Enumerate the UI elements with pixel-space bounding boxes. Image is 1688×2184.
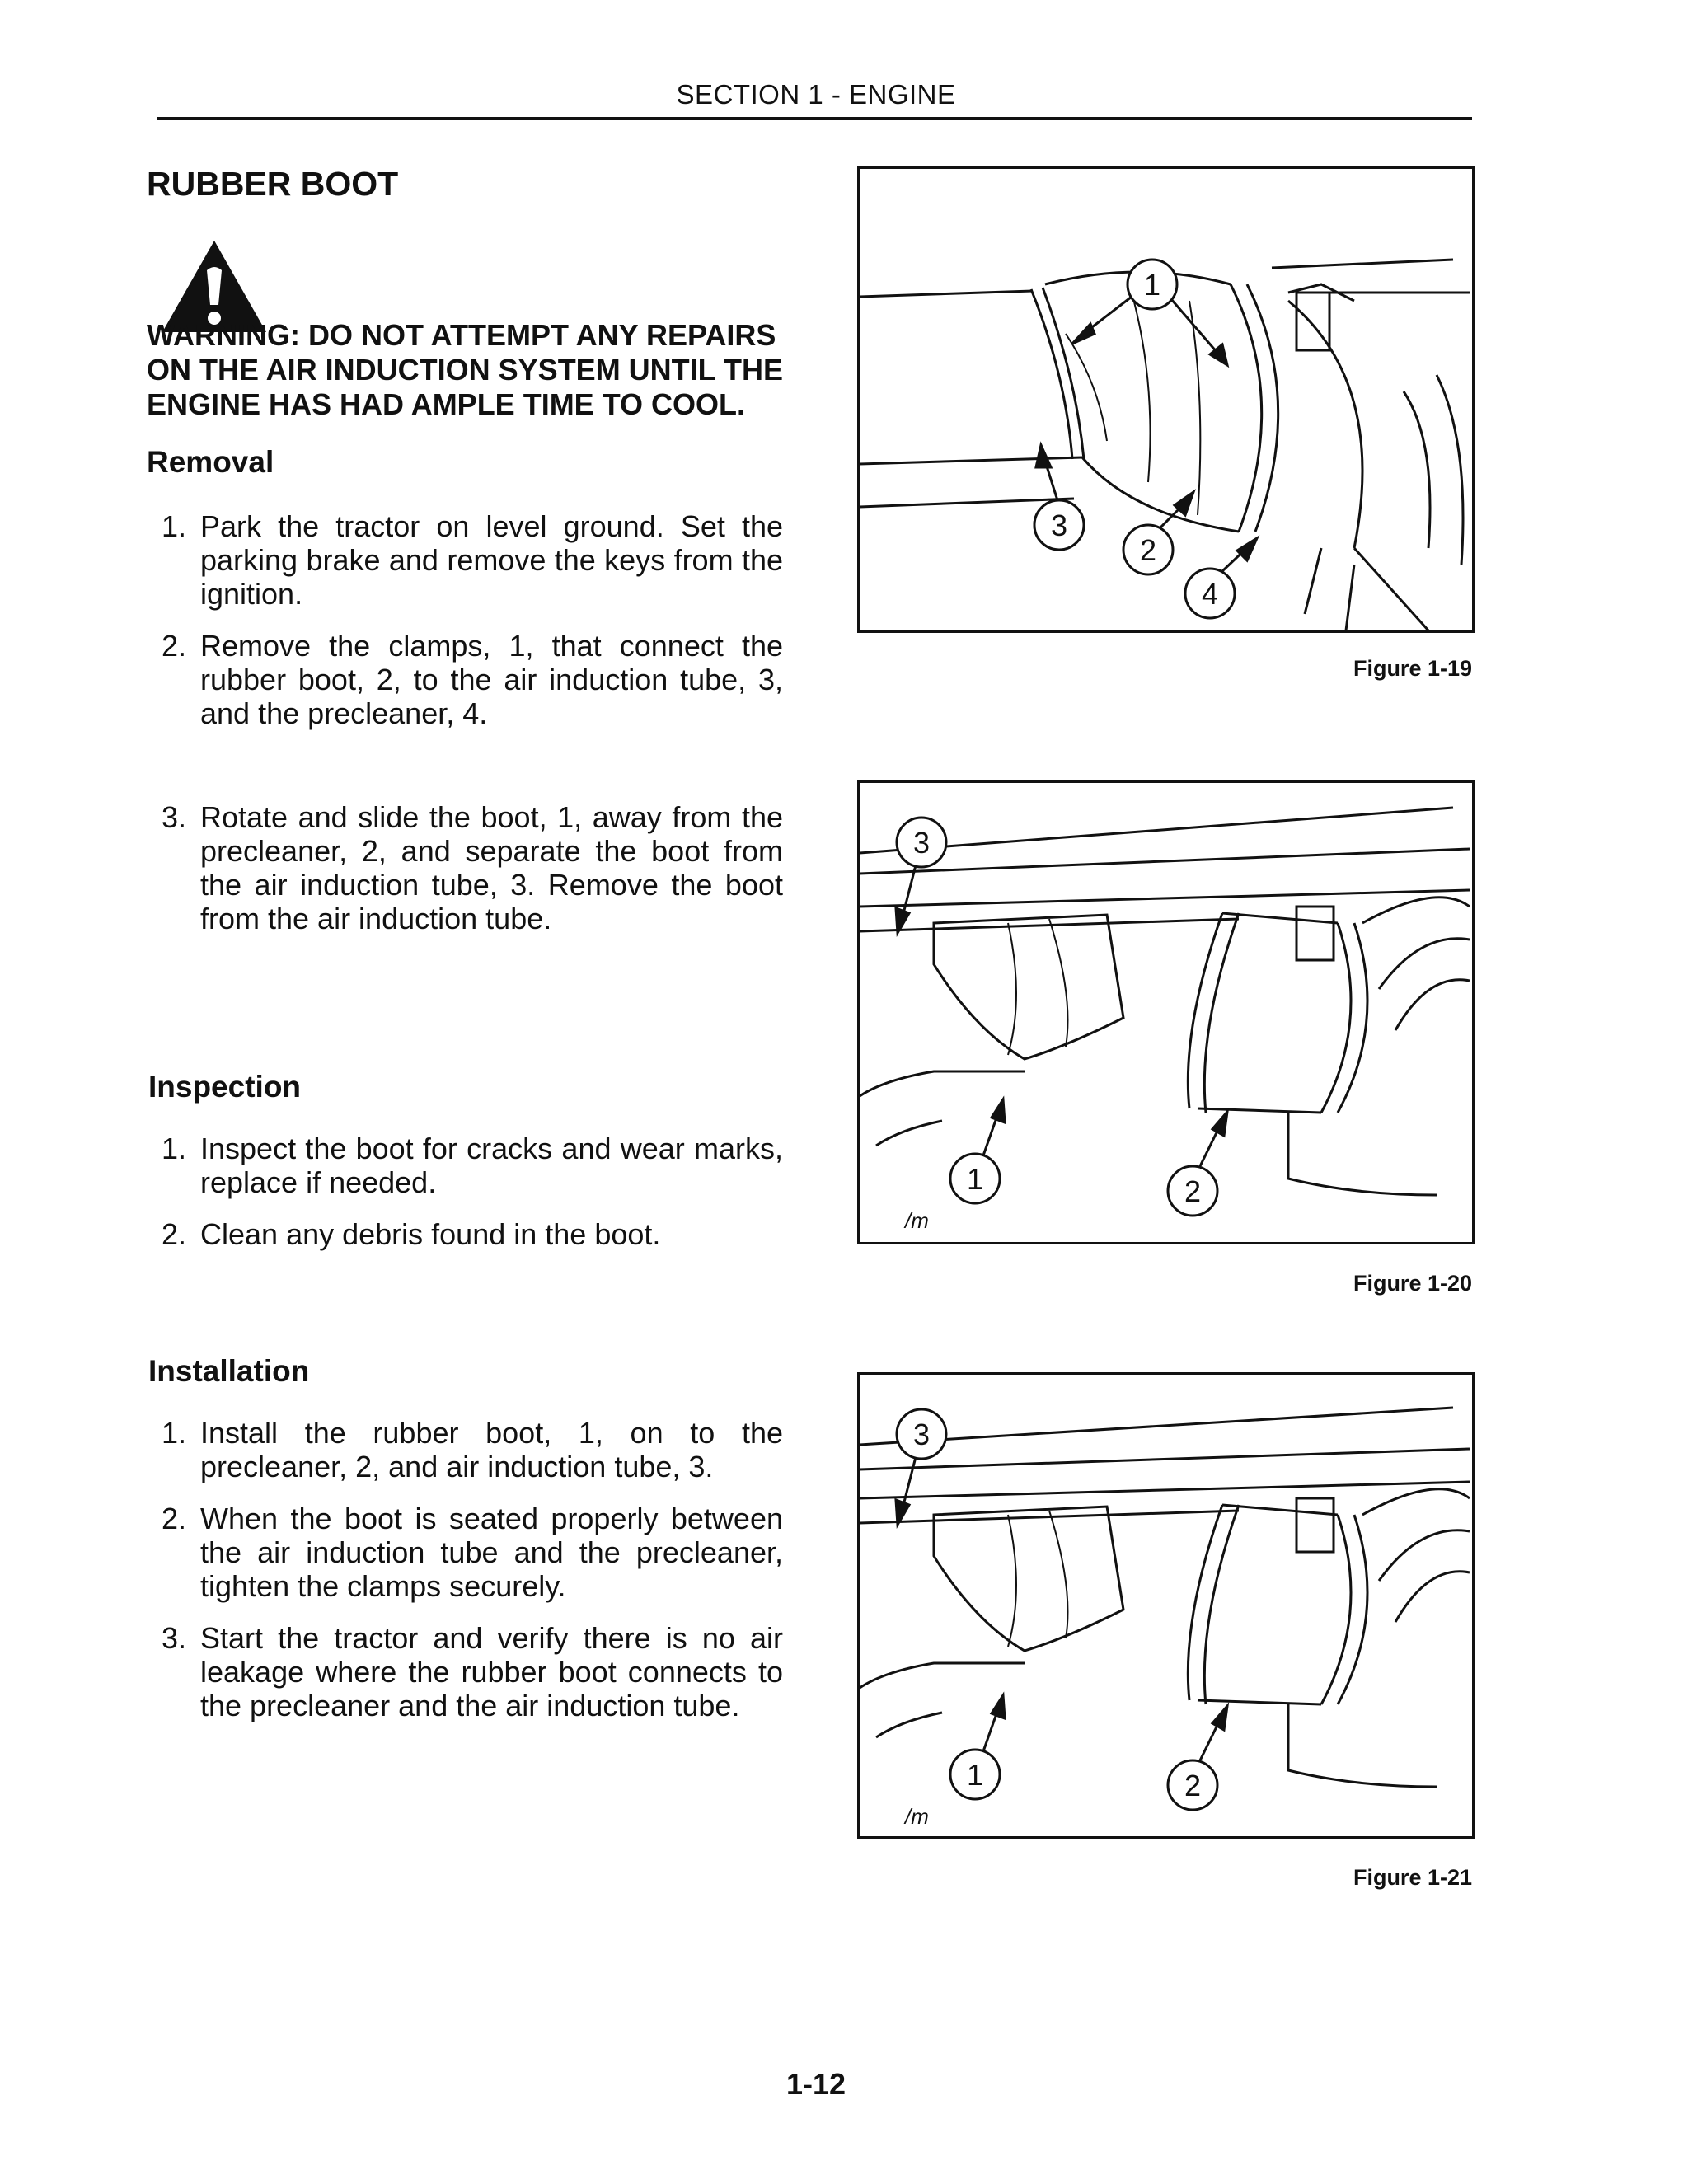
figure-caption: Figure 1-21	[1353, 1865, 1472, 1890]
page-number: 1-12	[785, 2067, 846, 2101]
removal-steps	[162, 509, 783, 748]
callout-label: 2	[1184, 1174, 1202, 1208]
callout-label: 4	[1201, 577, 1219, 611]
list-item: 1. Install the rubber boot, 1, on to the precleaner, 2, and air induction tube, 3.	[162, 1416, 783, 1483]
inspection-heading: Inspection	[148, 1070, 302, 1104]
removal-heading: Removal	[147, 445, 274, 479]
list-item: 2. When the boot is seated properly between the air induction tube and the precleaner, tighten the clamps securely.	[162, 1502, 783, 1603]
installation-heading: Installation	[148, 1354, 310, 1388]
section-header: SECTION 1 - ENGINE	[676, 79, 956, 110]
figure-caption: Figure 1-19	[1353, 656, 1472, 681]
page-title: RUBBER BOOT	[147, 165, 399, 203]
figure-1-20	[857, 780, 1475, 1244]
callout-label: 3	[912, 1418, 931, 1451]
callout-label: 2	[1139, 533, 1157, 567]
svg-text:/m: /m	[905, 1208, 929, 1233]
list-item: 2. Remove the clamps, 1, that connect the rubber boot, 2, to the air induction tube, 3, and the precleaner, 4.	[162, 629, 783, 730]
callout-label: 1	[1143, 268, 1161, 302]
figure-caption: Figure 1-20	[1353, 1271, 1472, 1296]
list-item: 1. Park the tractor on level ground. Set the parking brake and remove the keys from the ignition.	[162, 509, 783, 611]
header-rule	[157, 117, 1472, 120]
warning-text: WARNING: DO NOT ATTEMPT ANY REPAIRS ON THE AIR INDUCTION SYSTEM UNTIL THE ENGINE HAS HAD AMPLE TIME TO COOL.	[147, 318, 784, 421]
installation-steps	[162, 1416, 783, 1741]
list-item: 3. Rotate and slide the boot, 1, away from the precleaner, 2, and separate the boot from the air induction tube, 3. Remove the boot from the air induction tube.	[162, 800, 783, 935]
figure-1-21	[857, 1372, 1475, 1839]
list-item: 1. Inspect the boot for cracks and wear marks, replace if needed.	[162, 1132, 783, 1199]
figure-1-19	[857, 166, 1475, 633]
inspection-steps	[162, 1132, 783, 1269]
svg-text:/m: /m	[905, 1804, 929, 1829]
removal-steps-continued	[162, 800, 783, 954]
callout-label: 1	[966, 1162, 984, 1196]
callout-label: 3	[1050, 509, 1068, 542]
callout-label: 1	[966, 1758, 984, 1792]
callout-label: 3	[912, 826, 931, 860]
list-item: 2. Clean any debris found in the boot.	[162, 1217, 661, 1251]
callout-label: 2	[1184, 1769, 1202, 1802]
list-item: 3. Start the tractor and verify there is no air leakage where the rubber boot connects to the precleaner and the air induction tube.	[162, 1621, 783, 1722]
